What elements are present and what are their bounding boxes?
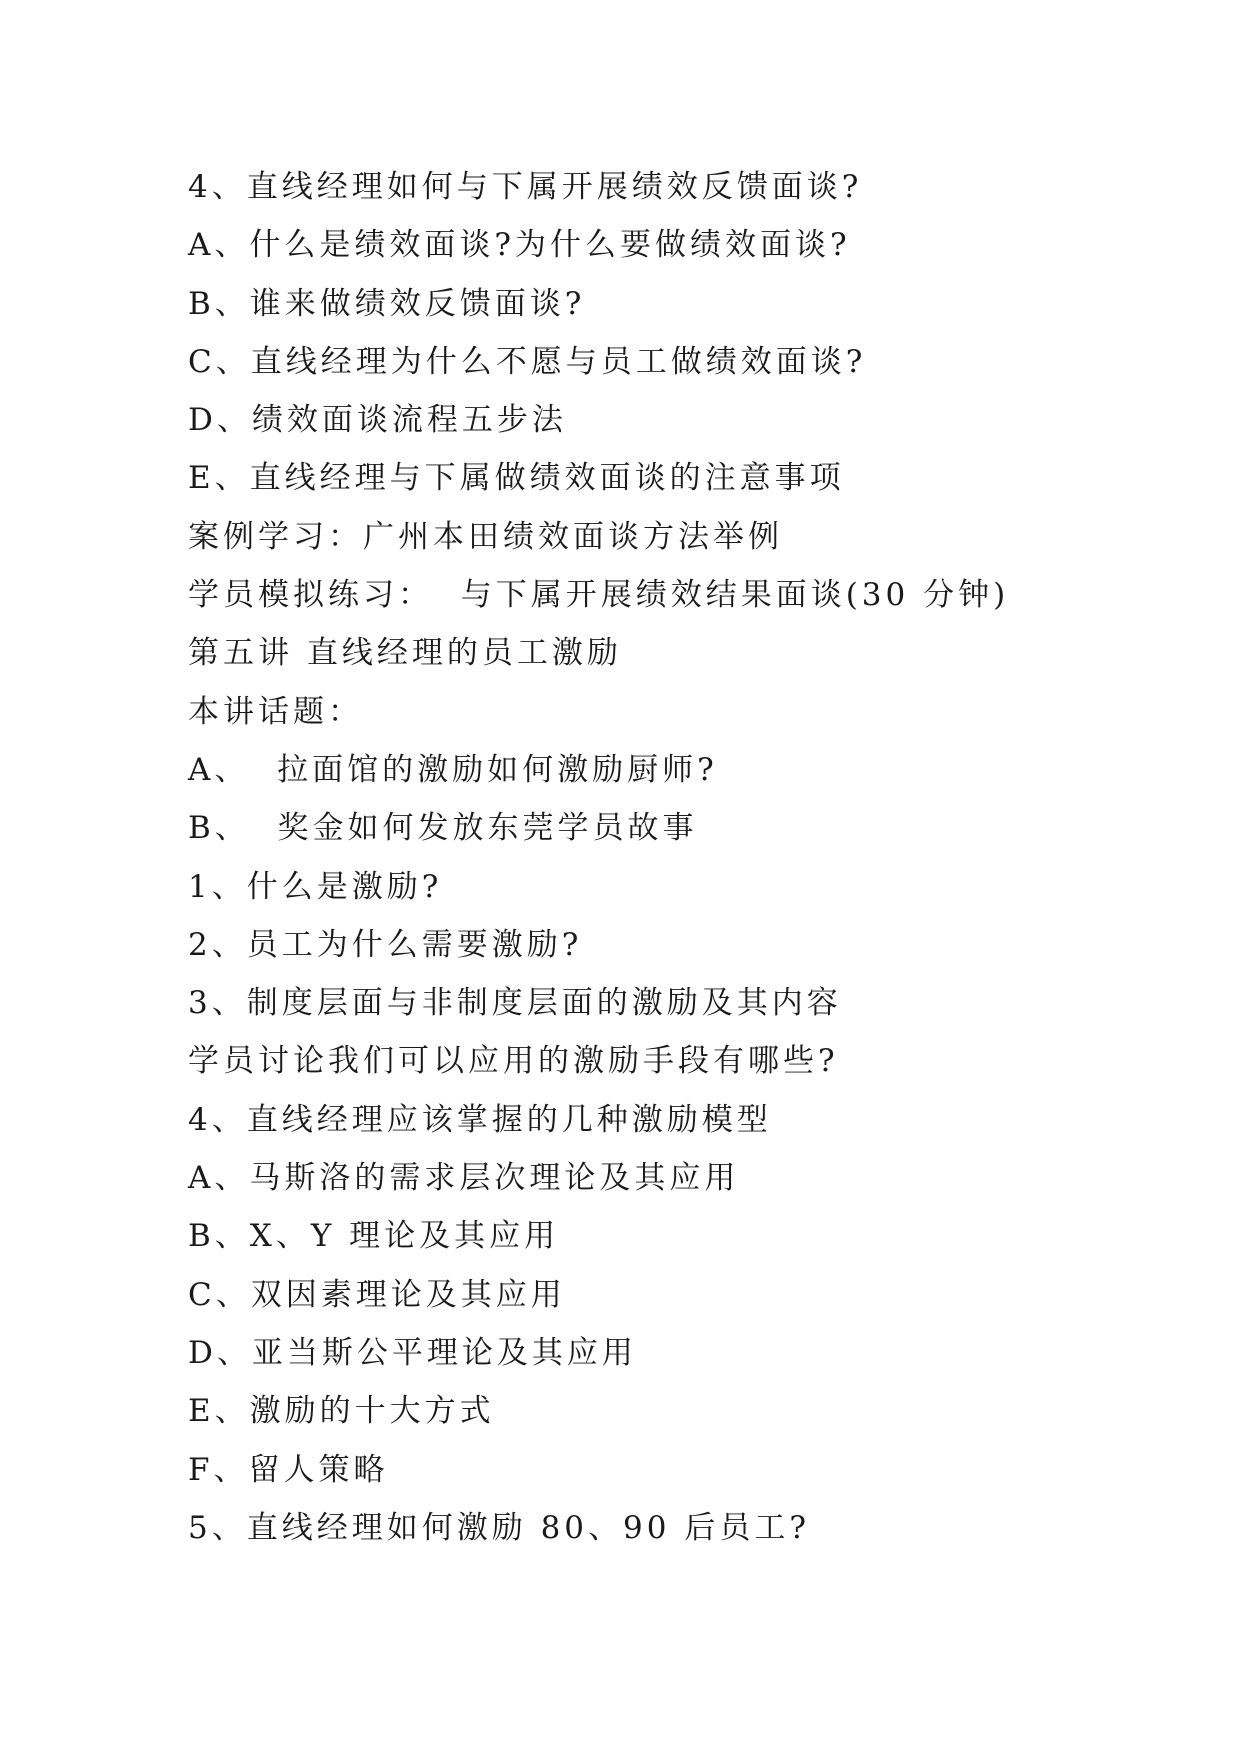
text-line: A、 拉面馆的激励如何激励厨师?: [188, 751, 718, 788]
text-line: E、激励的十大方式: [188, 1393, 495, 1430]
text-line: 3、制度层面与非制度层面的激励及其内容: [188, 985, 842, 1022]
text-line: 本讲话题：: [188, 693, 363, 730]
text-line: D、绩效面谈流程五步法: [188, 402, 567, 439]
text-line: 4、直线经理如何与下属开展绩效反馈面谈?: [188, 169, 863, 205]
text-line: 4、直线经理应该掌握的几种激励模型: [188, 1101, 772, 1138]
text-line: A、马斯洛的需求层次理论及其应用: [188, 1160, 740, 1197]
text-line: 学员讨论我们可以应用的激励手段有哪些?: [188, 1043, 839, 1080]
document-body: [188, 158, 1188, 1557]
text-line: D、亚当斯公平理论及其应用: [188, 1334, 637, 1371]
text-line: 5、直线经理如何激励 80、90 后员工?: [188, 1509, 810, 1546]
text-line: E、直线经理与下属做绩效面谈的注意事项: [188, 460, 845, 497]
text-line: B、X、Y 理论及其应用: [188, 1218, 560, 1255]
text-line: B、谁来做绩效反馈面谈?: [188, 285, 586, 322]
text-line: 1、什么是激励?: [188, 868, 443, 905]
text-line: 学员模拟练习： 与下属开展绩效结果面谈(30 分钟): [188, 577, 1010, 614]
text-line: C、直线经理为什么不愿与员工做绩效面谈?: [188, 343, 867, 380]
text-line: 2、员工为什么需要激励?: [188, 926, 583, 963]
section-heading: 第五讲 直线经理的员工激励: [188, 635, 622, 672]
text-line: A、什么是绩效面谈?为什么要做绩效面谈?: [188, 227, 851, 264]
text-line: F、留人策略: [188, 1451, 389, 1488]
text-line: C、双因素理论及其应用: [188, 1276, 566, 1313]
text-line: B、 奖金如何发放东莞学员故事: [188, 810, 698, 847]
text-line: 案例学习：广州本田绩效面谈方法举例: [188, 518, 783, 555]
